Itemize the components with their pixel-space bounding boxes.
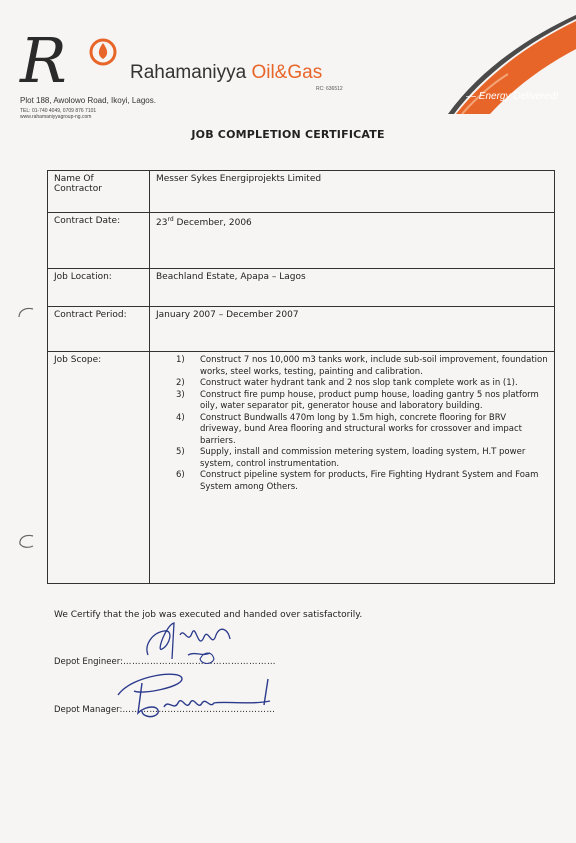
- list-item: 6) Construct pipeline system for products, Fire Fighting Hydrant System and Foam System among Others.: [176, 470, 539, 492]
- manager-signature: [112, 665, 282, 725]
- date-suffix: rd: [167, 216, 174, 223]
- table-row: [48, 171, 555, 213]
- list-item: 3) Construct fire pump house, product pump house, loading gantry 5 nos platform oily, water separator pit, generator house and laboratory building.: [176, 389, 539, 411]
- date-label: Contract Date:: [48, 213, 150, 269]
- rc-number: RC: 636512: [316, 86, 343, 92]
- list-item: 2) Construct water hydrant tank and 2 nos slop tank complete work as in (1).: [176, 378, 518, 388]
- table-row: [48, 269, 555, 307]
- engineer-dots: ……………………………………………: [122, 657, 276, 667]
- list-item: 4) Construct Bundwalls 470m long by 1.5m high, concrete flooring for BRV driveway, bund Area flooring and structural works for crossover and impact barriers.: [176, 412, 522, 446]
- punch-hole-top: [15, 305, 37, 325]
- certification-statement: We Certify that the job was executed and handed over satisfactorily.: [54, 610, 363, 620]
- logo-letter: R: [20, 30, 67, 92]
- company-name-accent: Oil&Gas: [251, 62, 323, 83]
- company-name: [130, 62, 322, 84]
- scope-label: Job Scope:: [48, 352, 150, 584]
- scope-value: [150, 352, 555, 584]
- contractor-value: Messer Sykes Energiprojekts Limited: [150, 171, 555, 213]
- company-website: www.rahamaniyyagroup-ng.com: [20, 114, 92, 120]
- punch-hole-bottom: [15, 532, 37, 552]
- company-name-main: Rahamaniyya: [130, 62, 252, 83]
- list-item: 1) Construct 7 nos 10,000 m3 tanks work, include sub-soil improvement, foundation works, steel works, testing, painting and calibration.: [176, 355, 548, 377]
- location-value: Beachland Estate, Apapa – Lagos: [150, 269, 555, 307]
- scope-list: [156, 355, 548, 493]
- manager-dots: ……………………………………………: [122, 705, 276, 715]
- company-logo: [18, 30, 128, 92]
- engineer-signature: [140, 615, 240, 670]
- table-row: [48, 213, 555, 269]
- details-table: [47, 170, 555, 584]
- contractor-label: Name Of Contractor: [48, 171, 150, 213]
- date-value: [150, 213, 555, 269]
- period-value: January 2007 – December 2007: [150, 307, 555, 352]
- date-rest: December, 2006: [173, 218, 252, 228]
- company-tel: TEL: 01-740 4049, 0709 876 7101: [20, 108, 97, 114]
- tagline: — Energy Delivered!: [466, 91, 559, 102]
- oil-drop-icon: [99, 43, 107, 59]
- table-row: [48, 307, 555, 352]
- date-day: 23: [156, 218, 168, 228]
- location-label: Job Location:: [48, 269, 150, 307]
- manager-label: Depot Manager:: [54, 705, 123, 715]
- engineer-label: Depot Engineer:: [54, 657, 123, 667]
- document-title: JOB COMPLETION CERTIFICATE: [191, 128, 385, 141]
- period-label: Contract Period:: [48, 307, 150, 352]
- list-item: 5) Supply, install and commission metering system, loading system, H.T power system, control instrumentation.: [176, 447, 526, 469]
- company-address: Plot 188, Awolowo Road, Ikoyi, Lagos.: [20, 96, 156, 105]
- table-row: [48, 352, 555, 584]
